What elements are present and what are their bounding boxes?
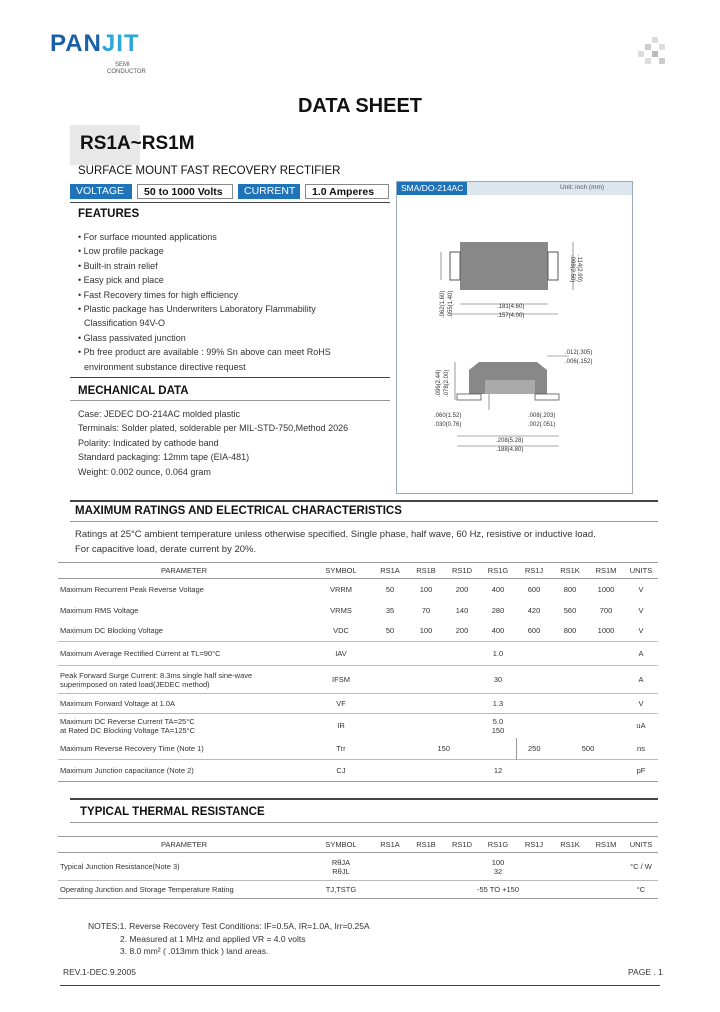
ratings-note: Ratings at 25°C ambient temperature unless otherwise specified. Single phase, half wave, 60 Hz, resistive or inductive load. For capacitive load, derate current by 20%.: [75, 529, 596, 555]
dim-5: .062(1.60): [440, 290, 446, 318]
note-3: 3. 8.0 mm² ( .013mm thick ) land areas.: [120, 946, 269, 956]
logo-jit: JIT: [101, 30, 140, 57]
ratings-heading: MAXIMUM RATINGS AND ELECTRICAL CHARACTERISTICS: [75, 505, 402, 517]
dim-1: .114(2.90): [576, 255, 582, 282]
dim-4: .157(4.00): [497, 313, 525, 319]
current-label: CURRENT: [238, 184, 300, 199]
thermal-header-row: PARAMETER SYMBOL RS1A RS1B RS1D RS1G RS1J RS1K RS1M UNITS: [58, 837, 658, 853]
ratings-header-row: PARAMETER SYMBOL RS1A RS1B RS1D RS1G RS1J RS1K RS1M UNITS: [58, 563, 658, 579]
dim-9: .096(2.44): [436, 369, 442, 397]
thermal-heading: TYPICAL THERMAL RESISTANCE: [80, 806, 265, 818]
table-row: Maximum DC Reverse Current TA=25°C at Rated DC Blocking Voltage TA=125°C IR 5.0 150 uA: [60, 716, 646, 735]
mechanical-list: Case: JEDEC DO-214AC molded plastic Terminals: Solder plated, solderable per MIL-STD-750,Method 2026 Polarity: Indicated by cathode band Standard packaging: 12mm tape (EIA-481) Weight: 0.002 ounce, 0.064 gram: [78, 409, 349, 477]
voltage-label: VOLTAGE: [70, 184, 132, 199]
dim-3: .181(4.60): [497, 304, 525, 310]
note-1: NOTES:1. Reverse Recovery Test Conditions: IF=0.5A, IR=1.0A, Irr=0.25A: [88, 921, 370, 931]
mech-rule: [70, 377, 390, 378]
ratings-rule-top: [70, 500, 658, 502]
footer-rule: [60, 985, 660, 986]
dim-7: .012(.305): [565, 350, 593, 356]
thermal-rule-bottom: [70, 822, 658, 823]
panjit-logo: [50, 30, 140, 58]
logo-pan: PAN: [50, 30, 102, 57]
dim-11: .060(1.52): [434, 413, 462, 419]
dim-16: .188(4.80): [496, 447, 524, 453]
page-title: DATA SHEET: [297, 95, 423, 117]
part-number: RS1A~RS1M: [80, 133, 195, 154]
thermal-rule-top: [70, 798, 658, 800]
dim-6: .055(1.40): [448, 290, 454, 318]
features-heading: FEATURES: [78, 208, 140, 220]
dim-15: .208(5.28): [496, 438, 524, 444]
table-row: Peak Forward Surge Current: 8.3ms single half sine-wave superimposed on rated load(JEDEC method) IFSM 30 A: [58, 666, 658, 694]
package-body-top: [460, 242, 548, 290]
table-row: Typical Junction Resistance(Note 3) RθJA RθJL 100 32 °C / W: [58, 853, 658, 881]
dim-14: .002(.051): [528, 422, 556, 428]
dim-13: .008(.203): [528, 413, 556, 419]
dim-10: .078(2.00): [444, 369, 450, 397]
table-row: Maximum Recurrent Peak Reverse Voltage VRRM 50 100 200 400 600 800 1000 V: [60, 584, 644, 594]
thermal-table: [58, 836, 658, 899]
table-row: Maximum Junction capacitance (Note 2) CJ 12 pF: [58, 760, 658, 782]
ratings-rule-bottom: [70, 521, 658, 522]
table-row: Maximum RMS Voltage VRMS 35 70 140 280 420 560 700 V: [60, 605, 644, 615]
package-unit: Unit: inch (mm): [560, 184, 605, 191]
table-row: Maximum Average Rectified Current at TL=90°C IAV 1.0 A: [58, 642, 658, 666]
logo-subtitle: SEMI CONDUCTOR: [107, 62, 146, 75]
ratings-table: [58, 562, 658, 782]
dim-8: .006(.152): [565, 359, 593, 365]
features-rule: [70, 202, 390, 203]
table-row: Maximum Forward Voltage at 1.0A VF 1.3 V: [58, 694, 658, 714]
features-list: • For surface mounted applications • Low profile package • Built-in strain relief • Easy pick and place • Fast Recovery times for high efficiency • Plastic package has Underwriters Laboratory Flammability Classification 94V-O • Glass passivated junction • Pb free product are available : 99% Sn above can meet RoHS environment substance directive request: [78, 232, 331, 372]
lead-left: [450, 252, 460, 280]
dim-12: .030(0.76): [434, 422, 462, 428]
mech-rule-2: [70, 400, 390, 401]
current-value: 1.0 Amperes: [305, 184, 389, 199]
table-row: Operating Junction and Storage Temperature Rating TJ,TSTG -55 TO +150 °C: [58, 881, 658, 899]
lead-right: [548, 252, 558, 280]
revision: REV.1-DEC.9.2005: [63, 967, 136, 977]
table-row: Maximum Reverse Recovery Time (Note 1) Trr 150 250 500 ns: [58, 738, 658, 760]
subtitle: SURFACE MOUNT FAST RECOVERY RECTIFIER: [78, 165, 341, 177]
note-2: 2. Measured at 1 MHz and applied VR = 4.0 volts: [120, 934, 306, 944]
package-label: SMA/DO-214AC: [397, 182, 467, 195]
table-row: Maximum DC Blocking Voltage VDC 50 100 200 400 600 800 1000 V: [58, 621, 658, 642]
dim-2: .098(2.50): [569, 255, 575, 283]
mechanical-heading: MECHANICAL DATA: [78, 385, 189, 397]
page-number: PAGE . 1: [628, 967, 663, 977]
voltage-value: 50 to 1000 Volts: [137, 184, 233, 199]
